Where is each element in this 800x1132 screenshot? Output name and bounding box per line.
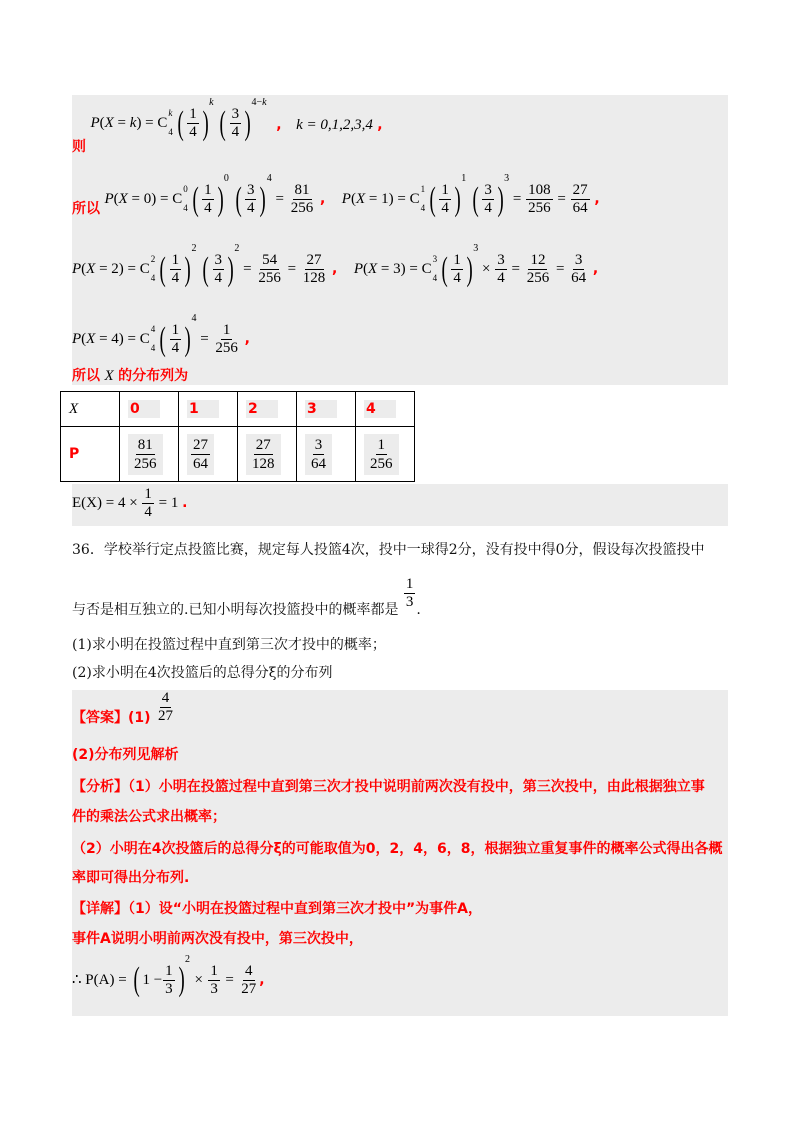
p3-num2: 3 bbox=[574, 252, 583, 269]
formula-line-p0-p1: 所以 P(X = 0) = C 0 4 ( $\frac{1}{4}$ ) $^0$ ( $\frac{3}{4}$ ) $^4$ = $\frac{81}{256}$ , P(X = 1) = C 1 4 ( $\frac{1}{4}$ ) $^1$ ( $\frac{3}{4}$ ) $^3$ = $\frac{108}{256}$ = $\frac{27}{64}$ , bbox=[72, 173, 600, 218]
distribution-table bbox=[60, 391, 415, 482]
table-cell-prob: $\frac{27}{128}$ bbox=[238, 427, 297, 482]
answer-panel bbox=[72, 690, 728, 1016]
range-k: k = 0,1,2,3,4 bbox=[296, 117, 373, 133]
p1-den1: 256 bbox=[528, 200, 551, 217]
formula-p4: P(X = 4) = C 4 4 ( $\frac{1}{4}$ ) $^4$ = $\frac{1}{256}$ bbox=[72, 313, 238, 358]
p3-den1: 256 bbox=[526, 270, 550, 287]
formula-pmf: P(X = k) = C k 4 ( $\frac{1}{4}$ ) $^k$ ( $\frac{3}{4}$ ) $^{4-k}$ bbox=[90, 97, 267, 142]
dist-caption-var: X bbox=[104, 368, 114, 384]
question-line-2: 与否是相互独立的.已知小明每次投篮投中的概率都是 $\frac{1}{3}$ . bbox=[72, 576, 421, 618]
question-part-1: (1)求小明在投篮过程中直到第三次才投中的概率； bbox=[72, 637, 386, 653]
question-part-2: (2)求小明在4次投篮后的总得分ξ的分布列 bbox=[72, 665, 333, 681]
dist-caption-suffix: 的分布列为 bbox=[118, 368, 189, 384]
formula-p3: P(X = 3) = C 3 4 ( $\frac{1}{4}$ ) $^3$ × $\frac{3}{4}$ = $\frac{12}{256}$ = $\frac{3}{64}$ bbox=[353, 243, 587, 288]
table-header-cell: 0 bbox=[120, 392, 179, 427]
p4-den: 256 bbox=[215, 340, 238, 357]
table-row-label: P bbox=[61, 427, 120, 482]
dist-caption bbox=[72, 365, 188, 385]
detail-line-2: 事件A说明小明前两次没有投中，第三次投中， bbox=[72, 931, 363, 947]
formula-line-p2-p3: P(X = 2) = C 2 4 ( $\frac{1}{4}$ ) $^2$ ( $\frac{3}{4}$ ) $^2$ = $\frac{54}{256}$ = $\frac{27}{128}$ , P(X = 3) = C 3 4 ( $\frac{1}{4}$ ) $^3$ × $\frac{3}{4}$ = $\frac{12}{256}$ = $\frac{3}{64}$ , bbox=[72, 243, 599, 288]
formula-p1: P(X = 1) = C 1 4 ( $\frac{1}{4}$ ) $^1$ ( $\frac{3}{4}$ ) $^3$ = $\frac{108}{256}$ = $\frac{27}{64}$ bbox=[341, 173, 588, 218]
formula-line-pmf: 则 P(X = k) = C k 4 ( $\frac{1}{4}$ ) $^k$ ( $\frac{3}{4}$ ) $^{4-k}$ , k = 0,1,2,3,4 , bbox=[72, 97, 383, 155]
table-row-p bbox=[61, 427, 415, 482]
p1-num1: 108 bbox=[528, 182, 551, 199]
analysis-line-2: 件的乘法公式求出概率； bbox=[72, 809, 226, 825]
p0-num: 81 bbox=[294, 182, 310, 199]
formula-p0: P(X = 0) = C 0 4 ( $\frac{1}{4}$ ) $^0$ ( $\frac{3}{4}$ ) $^4$ = $\frac{81}{256}$ bbox=[104, 173, 314, 218]
table-header-row bbox=[61, 392, 415, 427]
question-line-1: 36．学校举行定点投篮比赛，规定每人投篮4次，投中一球得2分，没有投中得0分，假设每次投篮投中 bbox=[72, 542, 705, 558]
analysis-line-1: 【分析】（1）小明在投篮过程中直到第三次才投中说明前两次没有投中，第三次投中，由此根据独立事 bbox=[72, 779, 705, 795]
p1-num2: 27 bbox=[572, 182, 588, 199]
expectation-panel: E(X) = 4 × $\frac{1}{4}$ = 1 . bbox=[72, 484, 728, 526]
solution-panel-top bbox=[72, 95, 728, 385]
p0-den: 256 bbox=[290, 200, 314, 217]
answer-line-2: (2)分布列见解析 bbox=[72, 747, 179, 763]
p1-den2: 64 bbox=[572, 200, 588, 217]
analysis-line-4: 率即可得出分布列. bbox=[72, 870, 190, 886]
detail-line-1: 【详解】（1）设“小明在投篮过程中直到第三次才投中”为事件A， bbox=[72, 901, 482, 917]
table-cell-prob: $\frac{27}{64}$ bbox=[179, 427, 238, 482]
p4-num: 1 bbox=[222, 322, 231, 339]
formula-p2: P(X = 2) = C 2 4 ( $\frac{1}{4}$ ) $^2$ ( $\frac{3}{4}$ ) $^2$ = $\frac{54}{256}$ = $\frac{27}{128}$ bbox=[72, 243, 326, 288]
table-cell-prob: $\frac{3}{64}$ bbox=[297, 427, 356, 482]
p2-num2: 27 bbox=[306, 252, 322, 269]
table-header-cell: 1 bbox=[179, 392, 238, 427]
dist-caption-prefix: 所以 bbox=[72, 368, 100, 384]
text-suoyi: 所以 bbox=[72, 201, 100, 217]
p3-den2: 64 bbox=[571, 270, 587, 287]
expectation-formula: E(X) = 4 × $\frac{1}{4}$ = 1 bbox=[72, 486, 179, 520]
p2-num1: 54 bbox=[262, 252, 278, 269]
answer-line-1: 【答案】(1) $\frac{4}{27}$ bbox=[72, 690, 173, 726]
p2-den2: 128 bbox=[302, 270, 326, 287]
table-header-x: X bbox=[61, 392, 120, 427]
table-cell-prob: $\frac{81}{256}$ bbox=[120, 427, 179, 482]
analysis-line-3: （2）小明在4次投篮后的总得分ξ的可能取值为0，2，4，6，8，根据独立重复事件的概率公式得出各概 bbox=[72, 841, 723, 857]
final-formula: ∴ P(A) = ( 1 − $\frac{1}{3}$ ) $^2$ × $\frac{1}{3}$ = $\frac{4}{27}$ , bbox=[72, 954, 265, 998]
table-header-cell: 4 bbox=[356, 392, 415, 427]
table-cell-prob: $\frac{1}{256}$ bbox=[356, 427, 415, 482]
p3-num1: 12 bbox=[530, 252, 546, 269]
p2-den1: 256 bbox=[258, 270, 281, 287]
table-header-cell: 3 bbox=[297, 392, 356, 427]
formula-line-p4: P(X = 4) = C 4 4 ( $\frac{1}{4}$ ) $^4$ = $\frac{1}{256}$ , bbox=[72, 313, 250, 358]
text-ze: 则 bbox=[72, 139, 86, 155]
table-header-cell: 2 bbox=[238, 392, 297, 427]
